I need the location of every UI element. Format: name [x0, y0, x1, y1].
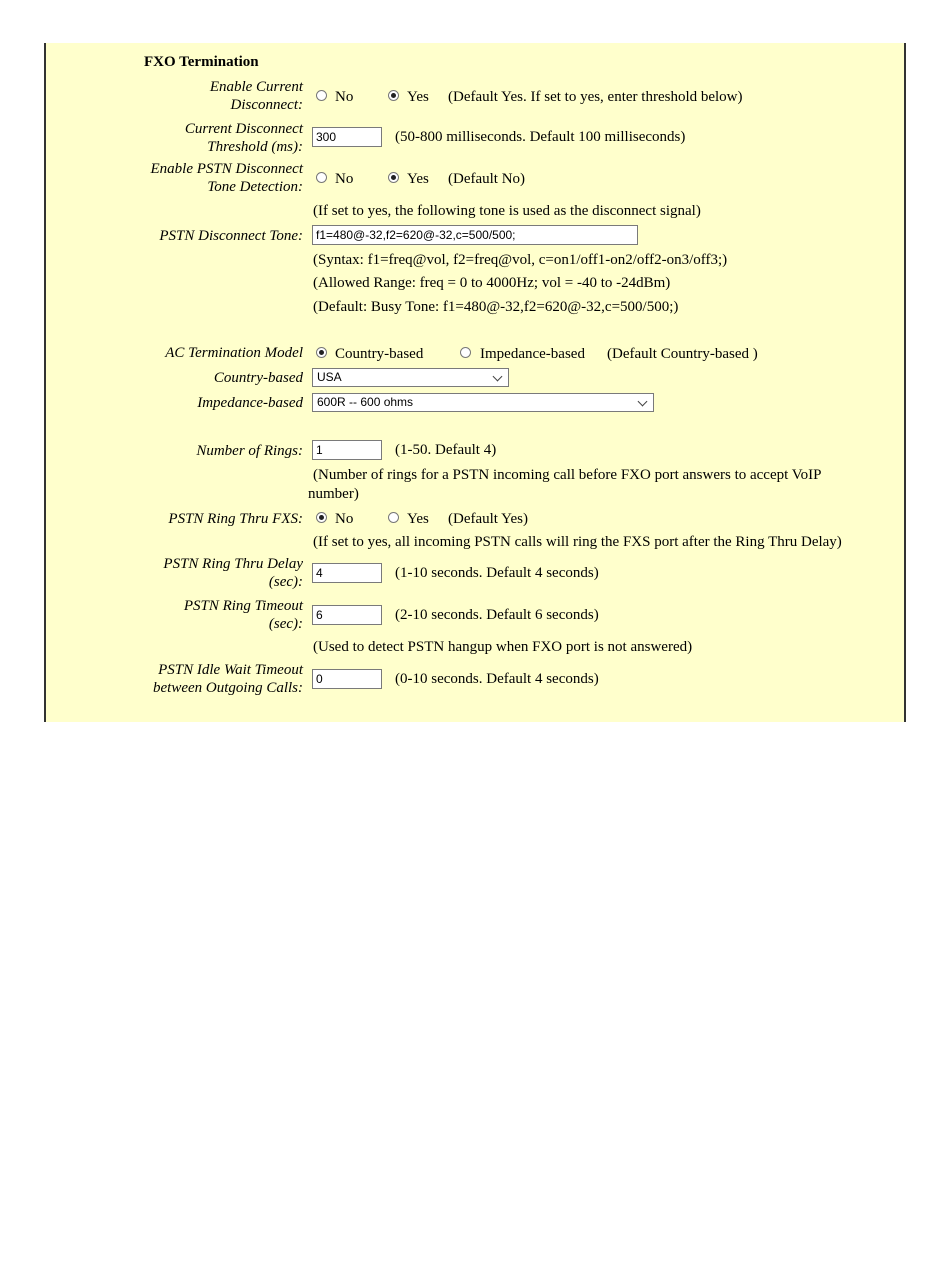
pstn-ring-timeout-input[interactable]: 6 [312, 605, 382, 625]
current-disconnect-yes-radio[interactable] [388, 90, 399, 101]
pstn-ring-timeout-label: PSTN Ring Timeout (sec): [183, 598, 303, 632]
chevron-down-icon [493, 372, 503, 382]
pstn-disconnect-tone-label: PSTN Disconnect Tone: [159, 228, 303, 244]
ring-thru-fxs-no-label: No [335, 511, 354, 527]
pstn-ring-timeout-desc: (Used to detect PSTN hangup when FXO port is not answered) [313, 639, 693, 655]
current-disconnect-threshold-input[interactable]: 300 [312, 127, 382, 147]
pstn-ring-thru-delay-note: (1-10 seconds. Default 4 seconds) [395, 565, 599, 581]
disconnect-tone-pre-note: (If set to yes, the following tone is used as the disconnect signal) [313, 203, 701, 219]
current-disconnect-no-radio[interactable] [316, 90, 327, 101]
ac-termination-model-label: AC Termination Model [165, 345, 303, 361]
pstn-idle-wait-timeout-input[interactable]: 0 [312, 669, 382, 689]
pstn-ring-timeout-note: (2-10 seconds. Default 6 seconds) [395, 607, 599, 623]
ring-thru-fxs-yes-radio[interactable] [388, 512, 399, 523]
current-disconnect-threshold-note: (50-800 milliseconds. Default 100 milliseconds) [395, 129, 686, 145]
pstn-tone-detection-label: Enable PSTN Disconnect Tone Detection: [150, 161, 303, 195]
country-based-label: Country-based [213, 370, 303, 386]
number-of-rings-input[interactable]: 1 [312, 440, 382, 460]
enable-current-disconnect-label: Enable Current Disconnect: [209, 79, 303, 113]
tone-detection-note: (Default No) [448, 171, 526, 187]
number-of-rings-note: (1-50. Default 4) [395, 442, 497, 458]
number-of-rings-desc-line1: (Number of rings for a PSTN incoming call before FXO port answers to accept VoIP [313, 467, 822, 483]
ac-country-based-label: Country-based [335, 346, 424, 362]
ac-impedance-based-label: Impedance-based [480, 346, 585, 362]
disconnect-tone-default: (Default: Busy Tone: f1=480@-32,f2=620@-32,c=500/500;) [313, 299, 679, 315]
tone-detection-no-label: No [335, 171, 354, 187]
ac-termination-note: (Default Country-based ) [607, 346, 758, 362]
impedance-select[interactable] [312, 393, 654, 412]
ring-thru-fxs-yes-label: Yes [407, 511, 429, 527]
country-select-value: USA [317, 370, 342, 384]
pstn-ring-thru-delay-input[interactable]: 4 [312, 563, 382, 583]
current-disconnect-threshold-label: Current Disconnect Threshold (ms): [184, 121, 303, 155]
current-disconnect-note: (Default Yes. If set to yes, enter threshold below) [448, 89, 743, 105]
ac-country-based-radio[interactable] [316, 347, 327, 358]
ring-thru-fxs-no-radio[interactable] [316, 512, 327, 523]
ac-impedance-based-radio[interactable] [460, 347, 471, 358]
chevron-down-icon [638, 397, 648, 407]
ring-thru-fxs-desc: (If set to yes, all incoming PSTN calls will ring the FXS port after the Ring Thru Delay) [313, 534, 842, 550]
impedance-based-label: Impedance-based [197, 395, 303, 411]
pstn-ring-thru-fxs-label: PSTN Ring Thru FXS: [168, 511, 303, 527]
current-disconnect-no-label: No [335, 89, 354, 105]
impedance-select-value: 600R -- 600 ohms [317, 395, 414, 409]
country-select[interactable] [312, 368, 509, 387]
number-of-rings-desc-line2: number) [308, 486, 359, 502]
pstn-idle-wait-timeout-label: PSTN Idle Wait Timeout between Outgoing Calls: [153, 662, 303, 696]
disconnect-tone-syntax: (Syntax: f1=freq@vol, f2=freq@vol, c=on1/off1-on2/off2-on3/off3;) [313, 252, 728, 268]
current-disconnect-yes-label: Yes [407, 89, 429, 105]
number-of-rings-label: Number of Rings: [196, 443, 303, 459]
disconnect-tone-range: (Allowed Range: freq = 0 to 4000Hz; vol = -40 to -24dBm) [313, 275, 671, 291]
pstn-disconnect-tone-input[interactable]: f1=480@-32,f2=620@-32,c=500/500; [312, 225, 638, 245]
ring-thru-fxs-note: (Default Yes) [448, 511, 528, 527]
pstn-ring-thru-delay-label: PSTN Ring Thru Delay (sec): [163, 556, 303, 590]
section-title: FXO Termination [144, 54, 259, 70]
tone-detection-no-radio[interactable] [316, 172, 327, 183]
tone-detection-yes-radio[interactable] [388, 172, 399, 183]
pstn-idle-wait-timeout-note: (0-10 seconds. Default 4 seconds) [395, 671, 599, 687]
tone-detection-yes-label: Yes [407, 171, 429, 187]
